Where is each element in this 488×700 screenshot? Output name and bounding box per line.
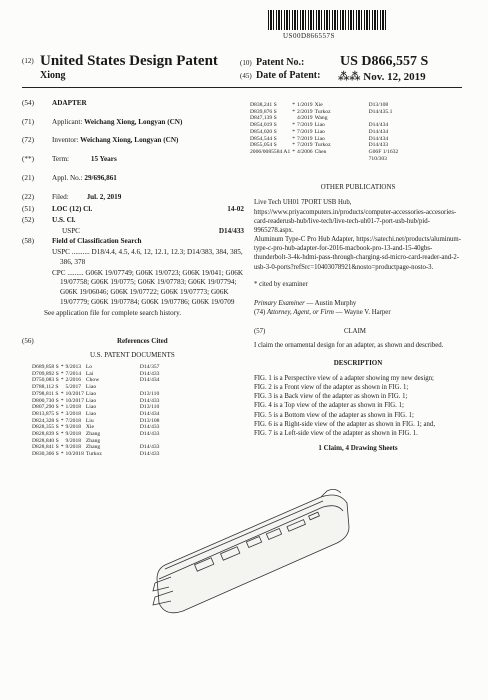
reference-cell: * bbox=[60, 377, 64, 384]
reference-row bbox=[32, 404, 161, 411]
reference-cell: Zhang bbox=[85, 431, 101, 438]
reference-cell: D855,054 S bbox=[250, 142, 277, 149]
reference-cell: * bbox=[60, 364, 64, 370]
reference-cell: D828,355 S bbox=[32, 424, 59, 431]
reference-row bbox=[250, 115, 400, 122]
reference-cell: D14/434 bbox=[368, 122, 389, 129]
inventor-surname: Xiong bbox=[40, 70, 66, 81]
reference-cell: 5/2017 bbox=[65, 384, 82, 391]
document-title: United States Design Patent bbox=[40, 53, 218, 69]
reference-cell: 9/2018 bbox=[65, 431, 82, 438]
reference-cell: * bbox=[60, 410, 64, 417]
reference-cell: 7/2019 bbox=[297, 135, 313, 142]
reference-cell: D800,730 S bbox=[32, 397, 59, 404]
patent-no-label: Patent No.: bbox=[256, 57, 305, 68]
reference-row bbox=[32, 424, 161, 431]
reference-cell: D709,892 S bbox=[32, 370, 59, 377]
reference-cell: D839,876 S bbox=[250, 108, 277, 115]
reference-cell: 9/2018 bbox=[65, 424, 82, 431]
reference-cell: * bbox=[60, 424, 64, 431]
reference-cell: Wang bbox=[314, 115, 328, 122]
field-inventor: (72) Inventor: Weichang Xiong, Longyan (CN) bbox=[22, 136, 179, 145]
publication-1: Live Tech UH01 7PORT USB Hub, https://www.priyacomputers.in/products/computer-accessories-accesories-card-readerusb-hub/live-tech/live-tech-uh01-7-port-usb-hub/pid-9965278.aspx. bbox=[254, 199, 457, 234]
references-table-right bbox=[250, 102, 400, 162]
reference-row bbox=[32, 444, 161, 451]
reference-cell: 2/2019 bbox=[297, 108, 313, 115]
reference-cell: * bbox=[292, 102, 296, 108]
reference-cell: D14/433 bbox=[139, 397, 160, 404]
reference-cell: D14/434 bbox=[139, 410, 160, 417]
reference-cell: * bbox=[292, 148, 296, 155]
reference-cell: * bbox=[60, 444, 64, 451]
reference-cell: D14/433 bbox=[139, 370, 160, 377]
reference-cell: D847,139 S bbox=[250, 115, 277, 122]
reference-row bbox=[250, 129, 400, 136]
reference-cell: Liao bbox=[314, 128, 325, 135]
adapter-drawing bbox=[125, 483, 365, 623]
reference-row bbox=[32, 451, 161, 458]
reference-cell: D14/434 bbox=[368, 135, 389, 142]
field-loc: (51) LOC (12) Cl. 14-02 bbox=[22, 205, 244, 214]
reference-row bbox=[32, 364, 161, 371]
code-45: (45) bbox=[240, 72, 252, 80]
reference-row bbox=[250, 136, 400, 143]
barcode bbox=[268, 10, 388, 30]
reference-cell bbox=[297, 156, 315, 163]
reference-cell: D750,083 S bbox=[32, 377, 59, 384]
reference-cell: 710/303 bbox=[368, 155, 387, 162]
code-10: (10) bbox=[240, 59, 252, 67]
reference-cell: 9/2018 bbox=[65, 444, 82, 451]
reference-cell: Xie bbox=[314, 102, 323, 108]
reference-row bbox=[32, 391, 161, 398]
reference-cell bbox=[140, 438, 162, 445]
description-heading: DESCRIPTION bbox=[333, 358, 383, 367]
reference-cell: * bbox=[60, 431, 64, 438]
reference-row bbox=[32, 371, 161, 378]
reference-cell: 2006/0085584 A1 bbox=[250, 148, 291, 155]
reference-cell: D798,811 S bbox=[32, 390, 59, 397]
reference-cell: * bbox=[60, 390, 64, 397]
reference-row bbox=[250, 102, 400, 109]
reference-cell: Chow bbox=[85, 377, 100, 384]
field-filed: (22) Filed: Jul. 2, 2019 bbox=[22, 192, 122, 201]
fig-7: FIG. 7 is a Left-side view of the adapter as shown in FIG. 1. bbox=[254, 429, 418, 437]
reference-cell: D854,019 S bbox=[250, 122, 277, 129]
reference-row bbox=[250, 142, 400, 149]
field-search: (58) Field of Classification Search bbox=[22, 237, 142, 246]
field-uspc: USPC D14/433 bbox=[62, 226, 244, 235]
reference-cell: Liao bbox=[85, 390, 97, 397]
reference-cell: D14/433 bbox=[139, 424, 160, 431]
bibliographic-fields bbox=[22, 99, 244, 327]
reference-row bbox=[32, 431, 161, 438]
reference-cell: * bbox=[292, 108, 296, 115]
reference-cell: 1/2019 bbox=[297, 102, 313, 108]
cited-by-examiner: * cited by examiner bbox=[254, 280, 308, 288]
reference-cell: D14/435.1 bbox=[368, 108, 393, 115]
reference-row bbox=[32, 384, 161, 391]
reference-cell: * bbox=[60, 417, 64, 424]
reference-cell: * bbox=[292, 122, 296, 129]
patent-number: US D866,557 S bbox=[340, 54, 429, 69]
field-us-cl: (52) U.S. Cl. bbox=[22, 216, 76, 225]
reference-cell: D828,839 S bbox=[32, 431, 59, 438]
claim-text: I claim the ornamental design for an adapter, as shown and described. bbox=[254, 342, 444, 350]
reference-row bbox=[250, 149, 400, 156]
reference-cell: Chen bbox=[314, 148, 327, 155]
reference-cell bbox=[315, 156, 369, 163]
reference-cell: D828,841 S bbox=[32, 444, 59, 451]
field-appl-no: (21) Appl. No.: 29/696,861 bbox=[22, 173, 117, 182]
fig-5: FIG. 5 is a Bottom view of the adapter as shown in FIG. 1; bbox=[254, 411, 414, 419]
reference-cell: * bbox=[60, 397, 64, 404]
reference-cell: D830,366 S bbox=[32, 451, 59, 458]
reference-cell: D14/357 bbox=[139, 364, 160, 370]
reference-cell: 7/2019 bbox=[297, 128, 313, 135]
barcode-number: US00D866557S bbox=[283, 32, 335, 40]
reference-cell: Lai bbox=[85, 370, 94, 377]
reference-cell: * bbox=[292, 142, 296, 149]
reference-cell: D14/433 bbox=[139, 431, 160, 438]
us-patent-documents-heading: U.S. PATENT DOCUMENTS bbox=[90, 351, 175, 359]
field-applicant: (71) Applicant: Weichang Xiong, Longyan (CN) bbox=[22, 117, 183, 126]
reference-cell: D13/108 bbox=[368, 102, 389, 108]
fig-2: FIG. 2 is a Front view of the adapter as shown in FIG. 1; bbox=[254, 384, 409, 392]
reference-cell: D828,840 S bbox=[32, 437, 59, 444]
reference-cell: Lo bbox=[85, 364, 93, 370]
reference-cell: Xie bbox=[85, 424, 94, 431]
reference-cell: * bbox=[60, 370, 64, 377]
reference-row bbox=[32, 377, 161, 384]
reference-row bbox=[250, 122, 400, 129]
publication-2: Aluminum Type-C Pro Hub Adapter, https://satechi.net/products/aluminum-type-c-pro-hub-adapter-for-2016-macbook-pro-13-and-15-40gbs-thunderbolt-3-4k-hdmi-pass-through-charging-sd-micro-card-reader-and-2-usb-3-0-ports?refSrc=10403078921&nosto=productpage-nosto-3. bbox=[254, 236, 461, 271]
reference-cell: Zhang bbox=[85, 437, 101, 444]
reference-cell: D838,241 S bbox=[250, 102, 277, 108]
reference-cell: 7/2019 bbox=[297, 122, 313, 129]
fig-4: FIG. 4 is a Top view of the adapter as shown in FIG. 1; bbox=[254, 402, 404, 410]
reference-cell bbox=[140, 384, 162, 391]
reference-cell: D14/433 bbox=[139, 451, 160, 458]
reference-cell bbox=[369, 115, 401, 122]
other-publications-heading: OTHER PUBLICATIONS bbox=[320, 183, 396, 191]
reference-cell: Zhang bbox=[85, 444, 101, 451]
claim-heading: (57) CLAIM bbox=[254, 328, 366, 336]
reference-cell: D854,020 S bbox=[250, 128, 277, 135]
reference-cell: Liao bbox=[85, 397, 97, 404]
reference-cell: * bbox=[60, 451, 64, 458]
reference-cell: 7/2018 bbox=[65, 417, 82, 424]
reference-row bbox=[250, 156, 400, 163]
date-label: Date of Patent: bbox=[256, 70, 321, 81]
reference-cell: G06F 1/1632 bbox=[368, 148, 399, 155]
header-rule bbox=[22, 87, 462, 88]
reference-cell: D14/434 bbox=[368, 128, 389, 135]
fig-1: FIG. 1 is a Perspective view of a adapter showing my new design; bbox=[254, 374, 434, 382]
right-column bbox=[254, 183, 462, 454]
reference-cell: Liao bbox=[314, 122, 325, 129]
reference-cell: 9/2013 bbox=[65, 364, 82, 370]
fig-6: FIG. 6 is a Right-side view of the adapter as shown in FIG. 1; and, bbox=[254, 420, 436, 428]
reference-cell: 10/2017 bbox=[65, 397, 84, 404]
search-cpc: CPC ......... G06K 19/07749; G06K 19/0723; G06K 19/041; G06K 19/07758; G06K 19/0775; G06K 19/07783; G06K 19/07794; G06K 19/06046; G06K 19/07722; G06K 19/07773; G06K 19/07779; G06K 19/07784; G06K 19/07786; G06K 19/0709 bbox=[52, 268, 244, 306]
reference-row bbox=[32, 411, 161, 418]
code-12: (12) bbox=[22, 57, 34, 65]
reference-cell: * bbox=[60, 404, 64, 411]
reference-cell: 10/2017 bbox=[65, 390, 84, 397]
reference-row bbox=[32, 418, 161, 425]
field-term: (**) Term: 15 Years bbox=[22, 155, 117, 164]
reference-row bbox=[32, 398, 161, 405]
reference-cell: D14/433 bbox=[139, 444, 160, 451]
fig-3: FIG. 3 is a Back view of the adapter as shown in FIG. 1; bbox=[254, 393, 408, 401]
reference-cell: D13/110 bbox=[139, 390, 160, 397]
reference-cell: Turkoz bbox=[314, 108, 331, 115]
reference-cell: Turkoz bbox=[314, 142, 331, 149]
reference-cell: D854,544 S bbox=[250, 135, 277, 142]
claims-sheets: 1 Claim, 4 Drawing Sheets bbox=[318, 444, 398, 453]
references-table-left bbox=[32, 364, 161, 458]
date-of-patent: ⁂⁂ Nov. 12, 2019 bbox=[338, 71, 426, 83]
primary-examiner: Primary Examiner — Austin Murphy bbox=[254, 299, 357, 307]
reference-cell: 10/2018 bbox=[65, 451, 84, 458]
reference-cell: * bbox=[292, 135, 296, 142]
reference-cell: 1/2018 bbox=[65, 404, 82, 411]
see-application-file: See application file for complete search history. bbox=[44, 308, 182, 317]
reference-row bbox=[32, 438, 161, 445]
reference-cell: Liu bbox=[85, 417, 94, 424]
reference-cell: D689,858 S bbox=[32, 364, 59, 370]
reference-cell bbox=[250, 156, 292, 163]
reference-cell: Liao bbox=[85, 410, 97, 417]
reference-cell: 7/2014 bbox=[65, 370, 82, 377]
reference-cell: Liao bbox=[85, 384, 97, 391]
reference-cell: D807,290 S bbox=[32, 404, 59, 411]
reference-cell: 9/2018 bbox=[65, 437, 82, 444]
reference-cell: D14/433 bbox=[368, 142, 389, 149]
reference-cell: 2/2016 bbox=[65, 377, 82, 384]
reference-cell: 3/2018 bbox=[65, 410, 82, 417]
search-uspc: USPC .......... D18/4.4, 4.5, 4.6, 12, 12.1, 12.3; D14/383, 384, 385, 386, 378 bbox=[52, 248, 243, 266]
reference-cell: 4/2006 bbox=[297, 148, 313, 155]
reference-cell: 4/2019 bbox=[297, 115, 313, 122]
reference-cell: * bbox=[292, 128, 296, 135]
reference-cell: Turkoz bbox=[85, 451, 102, 458]
attorney: (74) Attorney, Agent, or Firm — Wayne V. Harper bbox=[254, 309, 391, 317]
reference-cell: D813,875 S bbox=[32, 410, 59, 417]
reference-cell: Liao bbox=[314, 135, 325, 142]
reference-cell: D13/108 bbox=[139, 417, 160, 424]
reference-cell: 7/2019 bbox=[297, 142, 313, 149]
reference-cell: D824,328 S bbox=[32, 417, 59, 424]
reference-cell: D13/110 bbox=[139, 404, 160, 411]
reference-cell: Liao bbox=[85, 404, 97, 411]
reference-cell: D14/434 bbox=[139, 377, 160, 384]
reference-row bbox=[250, 109, 400, 116]
field-title: (54) ADAPTER bbox=[22, 99, 87, 107]
reference-cell: D788,112 S bbox=[32, 384, 59, 391]
